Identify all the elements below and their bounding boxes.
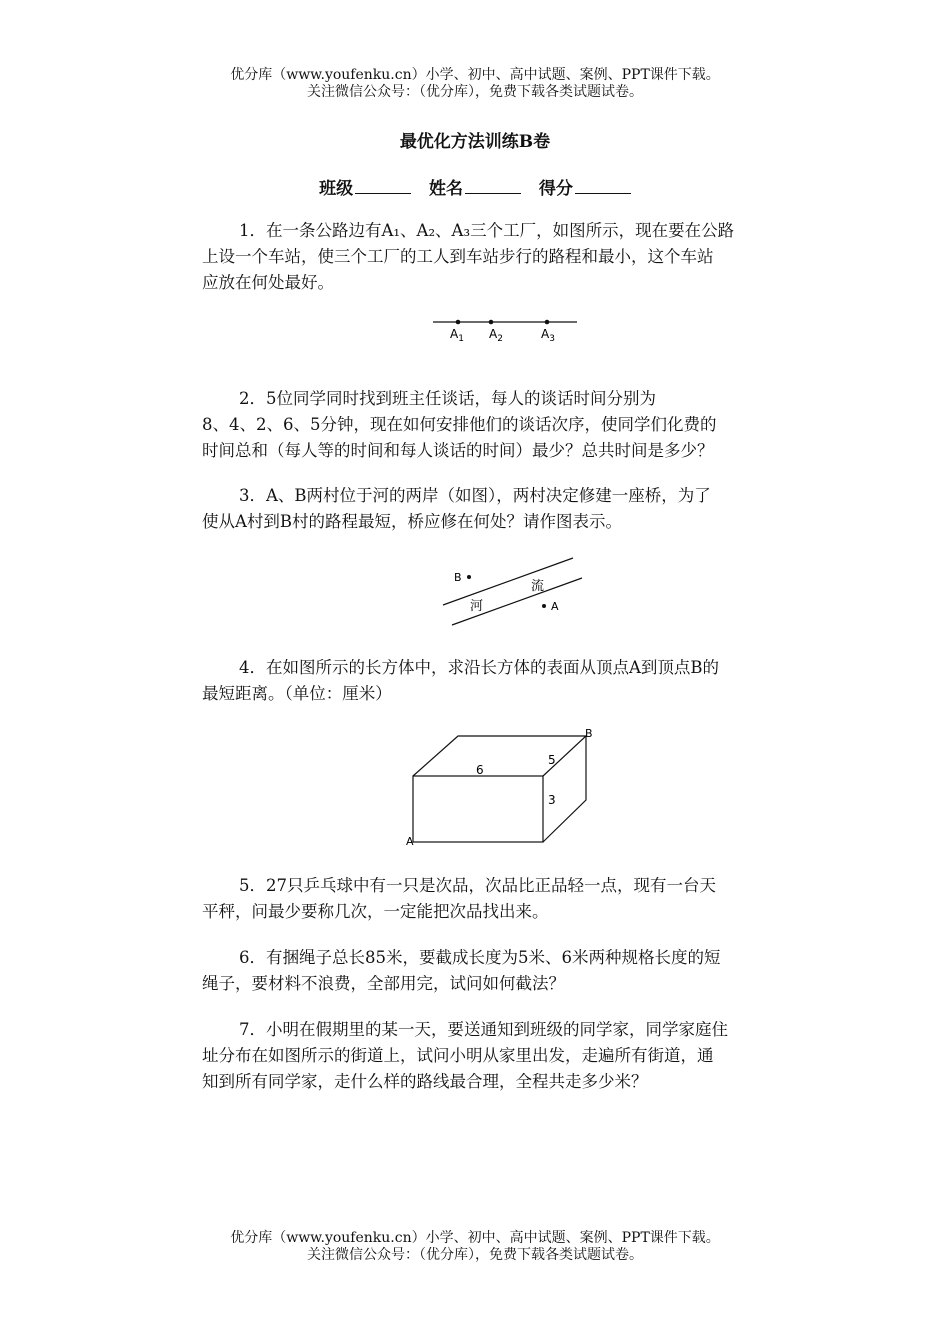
- score-label: 得分: [538, 179, 573, 199]
- question-3-line-2: 使从A村到B村的路程最短，桥应修在何处？请作图表示。: [202, 512, 623, 531]
- name-label: 姓名: [429, 179, 463, 199]
- village-a-dot: [542, 604, 546, 608]
- header-line-1: 优分库（www.youfenku.cn）小学、初中、高中试题、案例、PPT课件下载。: [230, 67, 720, 83]
- question-3-line-1: 3．A、B两村位于河的两岸（如图），两村决定修建一座桥，为了: [239, 486, 711, 505]
- river-bank-upper: [443, 558, 573, 605]
- question-7-line-3: 知到所有同学家，走什么样的路线最合理，全程共走多少米？: [202, 1072, 648, 1091]
- label-a2: $A_2$: [489, 327, 503, 344]
- question-1-line-3: 应放在何处最好。: [202, 273, 334, 292]
- length-label: 6: [476, 763, 484, 777]
- river-figure: [440, 553, 590, 631]
- question-5-line-2: 平秤，问最少要称几次，一定能把次品找出来。: [202, 902, 549, 921]
- class-label: 班级: [319, 179, 354, 199]
- question-5-line-1: 5．27只乒乓球中有一只是次品，次品比正品轻一点，现有一台天: [239, 876, 716, 895]
- question-4-line-1: 4．在如图所示的长方体中，求沿长方体的表面从顶点A到顶点B的: [239, 658, 720, 677]
- document-title: 最优化方法训练B卷: [399, 132, 551, 152]
- header-line-2: 关注微信公众号：（优分库），免费下载各类试题试卷。: [307, 84, 643, 100]
- question-2: [202, 386, 802, 464]
- question-7-line-1: 7．小明在假期里的某一天，要送通知到班级的同学家，同学家庭住: [239, 1020, 728, 1039]
- vertex-b-label: B: [585, 727, 593, 740]
- village-a-label: A: [551, 600, 559, 613]
- question-6-line-2: 绳子，要材料不浪费，全部用完，试问如何截法？: [202, 974, 565, 993]
- question-7-line-2: 址分布在如图所示的街道上，试问小明从家里出发，走遍所有街道，通: [202, 1046, 714, 1065]
- label-a3: $A_3$: [541, 327, 555, 344]
- vertex-a-label: A: [406, 835, 414, 848]
- cuboid-top-face: [413, 736, 586, 776]
- river-char-liu: 流: [531, 579, 545, 594]
- question-2-line-2: 8、4、2、6、5分钟，现在如何安排他们的谈话次序，使同学们化费的: [202, 415, 717, 434]
- question-7: [202, 1017, 802, 1095]
- village-b-label: B: [454, 571, 462, 584]
- width-label: 5: [548, 753, 556, 767]
- page-header: [0, 67, 950, 101]
- road-figure: [428, 312, 583, 348]
- name-blank[interactable]: [465, 179, 521, 194]
- question-6: [202, 945, 802, 997]
- score-blank[interactable]: [575, 179, 631, 194]
- question-5: [202, 873, 802, 925]
- class-blank[interactable]: [355, 179, 411, 194]
- village-b-dot: [467, 575, 471, 579]
- cuboid-front-face: [413, 776, 543, 842]
- class-field[interactable]: [319, 179, 411, 199]
- page-footer: [0, 1230, 950, 1264]
- factory-a2-dot: [489, 320, 494, 325]
- question-3: [202, 483, 802, 535]
- question-2-line-1: 2．5位同学同时找到班主任谈话，每人的谈话时间分别为: [239, 389, 656, 408]
- question-4: [202, 655, 802, 707]
- height-label: 3: [548, 793, 556, 807]
- cuboid-figure: [402, 724, 602, 850]
- question-1-line-1: 1．在一条公路边有A₁、A₂、A₃三个工厂，如图所示，现在要在公路: [239, 221, 735, 240]
- cuboid-right-face: [543, 736, 586, 842]
- student-info-fields: [0, 174, 950, 199]
- river-char-he: 河: [470, 599, 484, 614]
- footer-line-1: 优分库（www.youfenku.cn）小学、初中、高中试题、案例、PPT课件下载。: [230, 1230, 720, 1246]
- label-a1: $A_1$: [450, 327, 464, 344]
- score-field[interactable]: [539, 179, 631, 199]
- question-2-line-3: 时间总和（每人等的时间和每人谈话的时间）最少？总共时间是多少？: [202, 441, 714, 460]
- factory-a3-dot: [545, 320, 550, 325]
- question-1-line-2: 上设一个车站，使三个工厂的工人到车站步行的路程和最小，这个车站: [202, 247, 714, 266]
- factory-a1-dot: [456, 320, 461, 325]
- name-field[interactable]: [429, 179, 521, 199]
- question-4-line-2: 最短距离。（单位：厘米）: [202, 684, 392, 703]
- question-1: [202, 218, 802, 296]
- footer-line-2: 关注微信公众号：（优分库），免费下载各类试题试卷。: [307, 1247, 643, 1263]
- question-6-line-1: 6．有捆绳子总长85米，要截成长度为5米、6米两种规格长度的短: [239, 948, 721, 967]
